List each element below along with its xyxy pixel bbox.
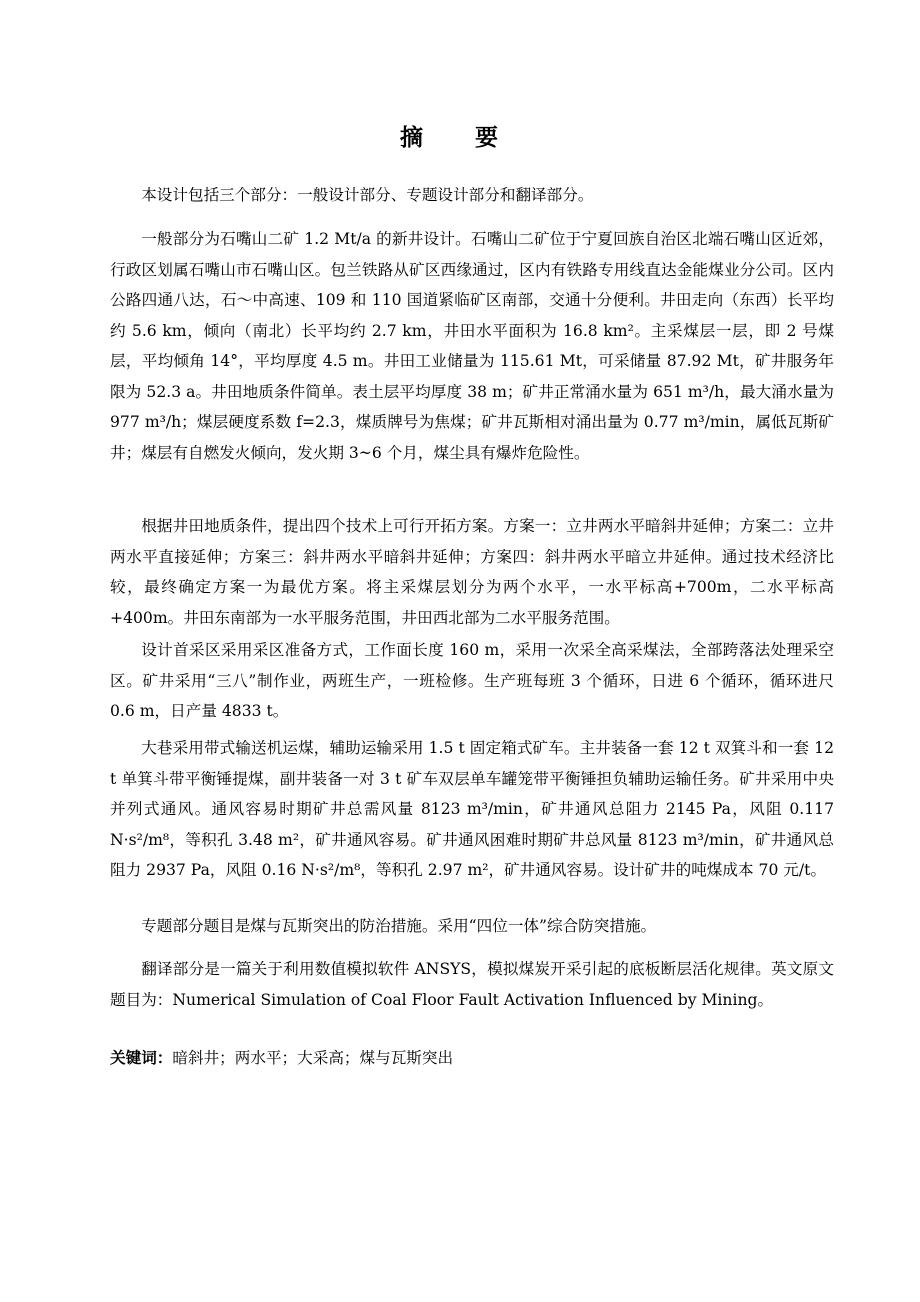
paragraph-transport-ventilation: 大巷采用带式输送机运煤，辅助运输采用 1.5 t 固定箱式矿车。主井装备一套 12 t 双箕斗和一套 12 t 单箕斗带平衡锤提煤，副井装备一对 3 t 矿车双层单车罐笼带平衡锤担负辅助运输任务。矿井采用中央并列式通风。通风容易时期矿井总需风量 8123 m³/min，矿井通风总阻力 2145 Pa，风阻 0.117 N·s²/m⁸，等积孔 3.48 m²，矿井通风容易。矿井通风困难时期矿井总风量 8123 m³/min，矿井通风总阻力 2937 Pa，风阻 0.16 N·s²/m⁸，等积孔 2.97 m²，矿井通风容易。设计矿井的吨煤成本 70 元/t。 [110,739,834,879]
page-title: 摘 要 [399,125,520,151]
keywords-text: 暗斜井；两水平；大采高；煤与瓦斯突出 [172,1049,454,1067]
paragraph-development-schemes: 根据井田地质条件，提出四个技术上可行开拓方案。方案一：立井两水平暗斜井延伸；方案二：立井两水平直接延伸；方案三：斜井两水平暗斜井延伸；方案四：斜井两水平暗立井延伸。通过技术经济比较，最终确定方案一为最优方案。将主采煤层划分为两个水平，一水平标高+700m，二水平标高+400m。井田东南部为一水平服务范围，井田西北部为二水平服务范围。 [110,517,834,627]
paragraph-mining-district: 设计首采区采用采区准备方式，工作面长度 160 m，采用一次采全高采煤法，全部跨落法处理采空区。矿井采用“三八”制作业，两班生产，一班检修。生产班每班 3 个循环，日进 6 个循环，循环进尺 0.6 m，日产量 4833 t。 [110,641,834,720]
keywords-label: 关键词： [110,1049,173,1067]
keywords-line [110,1043,834,1074]
paragraph-overview: 本设计包括三个部分：一般设计部分、专题设计部分和翻译部分。 [141,186,594,204]
paragraph-translation: 翻译部分是一篇关于利用数值模拟软件 ANSYS，模拟煤炭开采引起的底板断层活化规律。英文原文题目为：Numerical Simulation of Coal Floor Fault Activation Influenced by Mining。 [110,960,834,1009]
paragraph-special-topic: 专题部分题目是煤与瓦斯突出的防治措施。采用“四位一体”综合防突措施。 [141,917,657,935]
paragraph-general-design: 一般部分为石嘴山二矿 1.2 Mt/a 的新井设计。石嘴山二矿位于宁夏回族自治区北端石嘴山区近郊，行政区划属石嘴山市石嘴山区。包兰铁路从矿区西缘通过，区内有铁路专用线直达金能煤业分公司。区内公路四通八达，石～中高速、109 和 110 国道紧临矿区南部，交通十分便利。井田走向（东西）长平均约 5.6 km，倾向（南北）长平均约 2.7 km，井田水平面积为 16.8 km²。主采煤层一层，即 2 号煤层，平均倾角 14°，平均厚度 4.5 m。井田工业储量为 115.61 Mt，可采储量 87.92 Mt，矿井服务年限为 52.3 a。井田地质条件简单。表土层平均厚度 38 m；矿井正常涌水量为 651 m³/h，最大涌水量为 977 m³/h；煤层硬度系数 f=2.3，煤质牌号为焦煤；矿井瓦斯相对涌出量为 0.77 m³/min，属低瓦斯矿井；煤层有自燃发火倾向，发火期 3~6 个月，煤尘具有爆炸危险性。 [110,230,834,462]
